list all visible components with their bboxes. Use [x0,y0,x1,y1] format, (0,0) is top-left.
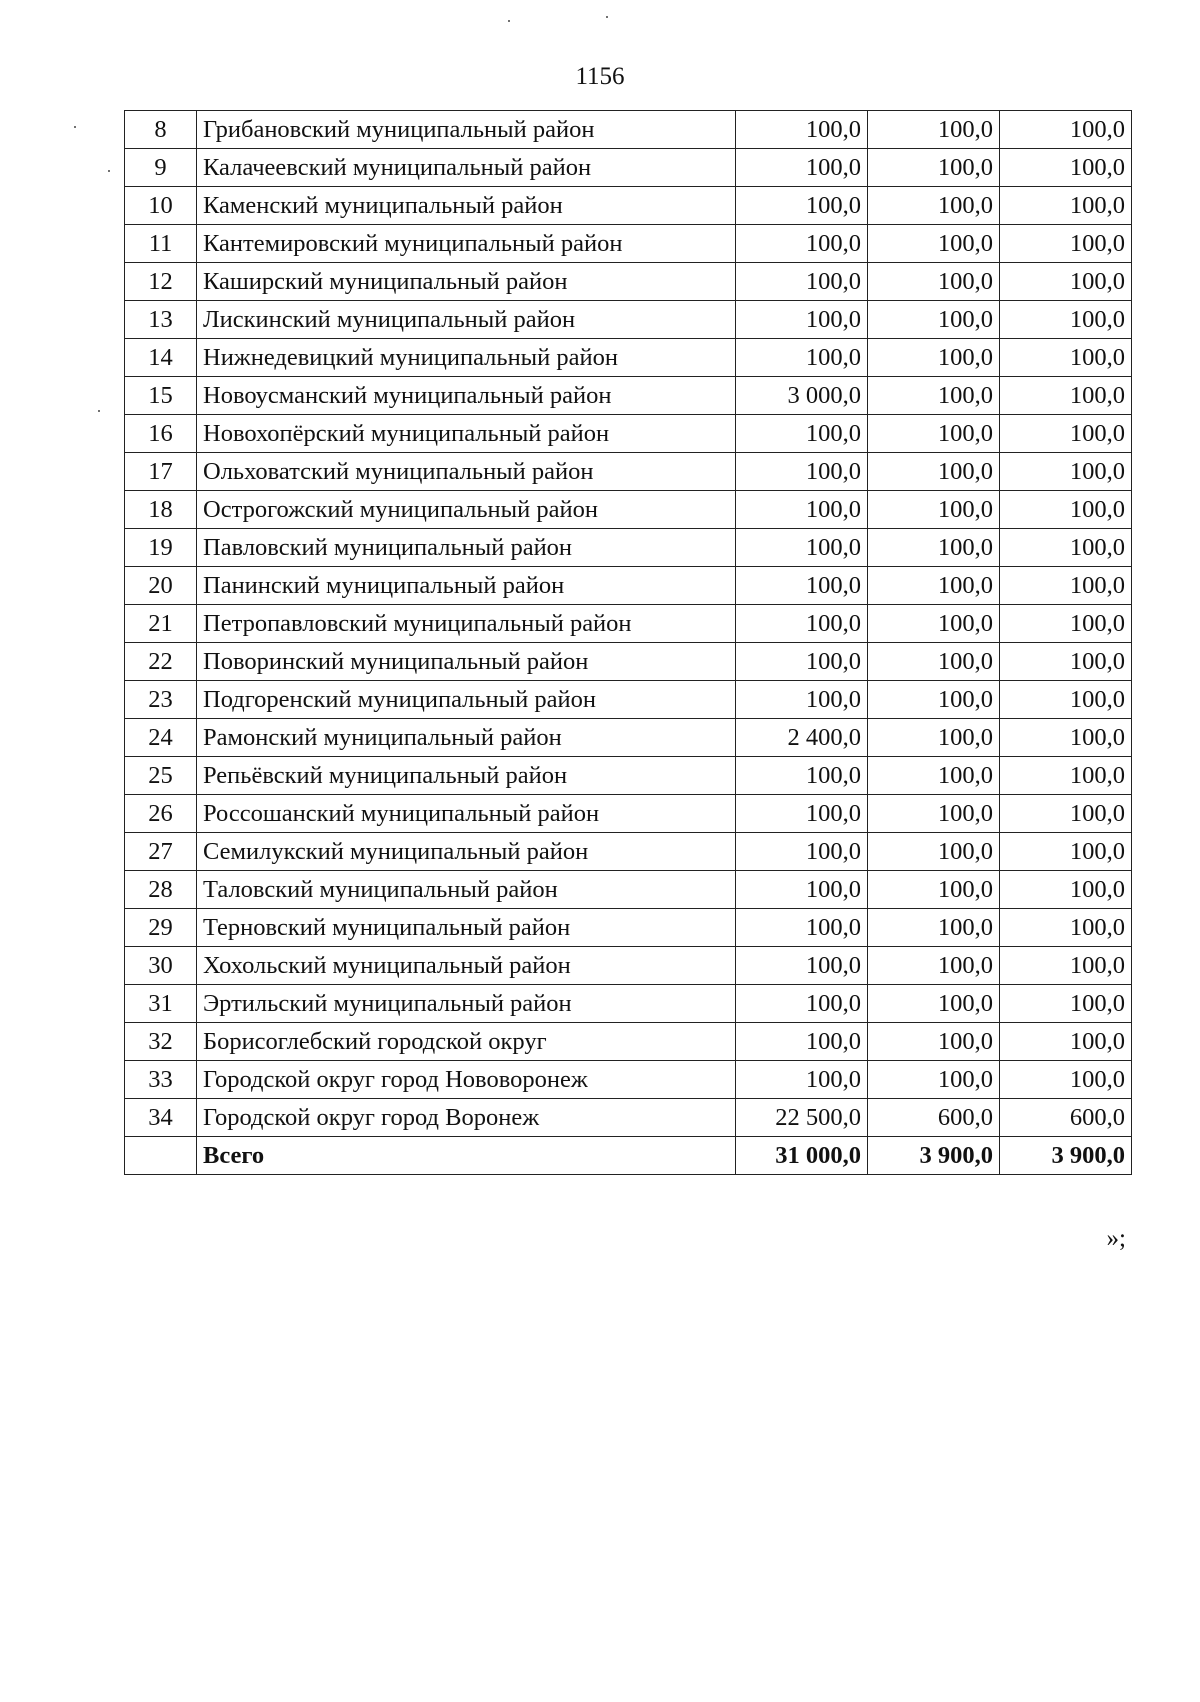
value-col-2-cell: 100,0 [868,453,1000,491]
allocation-table [124,110,1132,1175]
table-row [125,187,1132,225]
value-col-3-cell: 100,0 [1000,149,1132,187]
table-row [125,947,1132,985]
value-col-1-cell: 100,0 [736,833,868,871]
table-row [125,529,1132,567]
scan-speck [606,16,608,18]
table-row [125,833,1132,871]
value-col-3-cell: 100,0 [1000,1023,1132,1061]
table-body [125,111,1132,1175]
value-col-3-cell: 100,0 [1000,681,1132,719]
value-col-3-cell: 100,0 [1000,339,1132,377]
table-row [125,757,1132,795]
table-row [125,1061,1132,1099]
municipality-name-cell: Ольховатский муниципальный район [197,453,736,491]
row-number-cell: 15 [125,377,197,415]
value-col-1-cell: 2 400,0 [736,719,868,757]
value-col-1-cell: 100,0 [736,415,868,453]
value-col-3-cell: 100,0 [1000,643,1132,681]
value-col-1-cell: 100,0 [736,529,868,567]
value-col-2-cell: 100,0 [868,643,1000,681]
value-col-2-cell: 100,0 [868,149,1000,187]
scan-speck [108,170,110,172]
value-col-1-cell: 100,0 [736,339,868,377]
value-col-1-cell: 100,0 [736,263,868,301]
municipality-name-cell: Нижнедевицкий муниципальный район [197,339,736,377]
municipality-name-cell: Грибановский муниципальный район [197,111,736,149]
municipality-name-cell: Калачеевский муниципальный район [197,149,736,187]
table-row [125,225,1132,263]
row-number-cell: 29 [125,909,197,947]
row-number-cell: 32 [125,1023,197,1061]
closing-quote: »; [1106,1225,1126,1252]
municipality-name-cell: Новоусманский муниципальный район [197,377,736,415]
value-col-3-cell: 100,0 [1000,225,1132,263]
value-col-2-cell: 100,0 [868,909,1000,947]
value-col-1-cell: 100,0 [736,795,868,833]
scan-speck [508,20,510,22]
value-col-1-cell: 100,0 [736,985,868,1023]
row-number-cell: 8 [125,111,197,149]
value-col-3-cell: 100,0 [1000,909,1132,947]
value-col-1-cell: 3 000,0 [736,377,868,415]
table-row [125,453,1132,491]
value-col-1-cell: 100,0 [736,681,868,719]
value-col-3-cell: 100,0 [1000,947,1132,985]
value-col-1-cell: 100,0 [736,1023,868,1061]
municipality-name-cell: Лискинский муниципальный район [197,301,736,339]
row-number-cell: 33 [125,1061,197,1099]
value-col-1-cell: 100,0 [736,491,868,529]
row-number-cell: 19 [125,529,197,567]
value-col-2-cell: 100,0 [868,225,1000,263]
municipality-name-cell: Россошанский муниципальный район [197,795,736,833]
table-row [125,719,1132,757]
municipality-name-cell: Петропавловский муниципальный район [197,605,736,643]
value-col-2-cell: 100,0 [868,339,1000,377]
row-number-cell: 16 [125,415,197,453]
value-col-3-cell: 100,0 [1000,415,1132,453]
row-number-cell: 22 [125,643,197,681]
table-row [125,415,1132,453]
row-number-cell: 26 [125,795,197,833]
value-col-2-cell: 100,0 [868,301,1000,339]
table-row [125,301,1132,339]
municipality-name-cell: Каширский муниципальный район [197,263,736,301]
table-row [125,681,1132,719]
municipality-name-cell: Таловский муниципальный район [197,871,736,909]
value-col-3-cell: 100,0 [1000,833,1132,871]
value-col-2-cell: 600,0 [868,1099,1000,1137]
value-col-3-cell: 100,0 [1000,871,1132,909]
row-number-cell: 25 [125,757,197,795]
value-col-1-cell: 100,0 [736,149,868,187]
scan-speck [98,410,100,412]
value-col-3-cell: 100,0 [1000,111,1132,149]
row-number-cell: 21 [125,605,197,643]
row-number-cell: 28 [125,871,197,909]
table-row [125,377,1132,415]
row-number-cell: 9 [125,149,197,187]
row-number-cell: 14 [125,339,197,377]
value-col-1-cell: 100,0 [736,871,868,909]
value-col-3-cell: 100,0 [1000,529,1132,567]
municipality-name-cell: Острогожский муниципальный район [197,491,736,529]
value-col-3-cell: 3 900,0 [1000,1137,1132,1175]
row-number-cell: 18 [125,491,197,529]
row-number-cell: 31 [125,985,197,1023]
municipality-name-cell: Рамонский муниципальный район [197,719,736,757]
table-row [125,643,1132,681]
value-col-3-cell: 100,0 [1000,605,1132,643]
value-col-2-cell: 100,0 [868,111,1000,149]
table-row [125,111,1132,149]
row-number-cell: 24 [125,719,197,757]
value-col-1-cell: 100,0 [736,1061,868,1099]
value-col-3-cell: 600,0 [1000,1099,1132,1137]
row-number-cell: 34 [125,1099,197,1137]
value-col-3-cell: 100,0 [1000,985,1132,1023]
value-col-2-cell: 100,0 [868,377,1000,415]
total-row [125,1137,1132,1175]
value-col-1-cell: 100,0 [736,111,868,149]
table-row [125,871,1132,909]
table-row [125,1099,1132,1137]
row-number-cell [125,1137,197,1175]
municipality-name-cell: Каменский муниципальный район [197,187,736,225]
table-row [125,795,1132,833]
row-number-cell: 23 [125,681,197,719]
value-col-2-cell: 100,0 [868,871,1000,909]
row-number-cell: 17 [125,453,197,491]
value-col-3-cell: 100,0 [1000,491,1132,529]
value-col-1-cell: 100,0 [736,225,868,263]
value-col-1-cell: 100,0 [736,947,868,985]
value-col-1-cell: 100,0 [736,301,868,339]
municipality-name-cell: Новохопёрский муниципальный район [197,415,736,453]
value-col-2-cell: 100,0 [868,491,1000,529]
value-col-2-cell: 100,0 [868,947,1000,985]
value-col-2-cell: 100,0 [868,1061,1000,1099]
municipality-name-cell: Городской округ город Нововоронеж [197,1061,736,1099]
value-col-2-cell: 100,0 [868,1023,1000,1061]
value-col-1-cell: 31 000,0 [736,1137,868,1175]
value-col-1-cell: 100,0 [736,605,868,643]
value-col-2-cell: 100,0 [868,529,1000,567]
value-col-2-cell: 100,0 [868,415,1000,453]
municipality-name-cell: Подгоренский муниципальный район [197,681,736,719]
municipality-name-cell: Терновский муниципальный район [197,909,736,947]
municipality-name-cell: Хохольский муниципальный район [197,947,736,985]
value-col-2-cell: 100,0 [868,985,1000,1023]
municipality-name-cell: Семилукский муниципальный район [197,833,736,871]
municipality-name-cell: Городской округ город Воронеж [197,1099,736,1137]
municipality-name-cell: Панинский муниципальный район [197,567,736,605]
value-col-1-cell: 100,0 [736,567,868,605]
value-col-1-cell: 100,0 [736,187,868,225]
table-row [125,909,1132,947]
value-col-2-cell: 100,0 [868,605,1000,643]
value-col-3-cell: 100,0 [1000,757,1132,795]
table-row [125,605,1132,643]
value-col-2-cell: 100,0 [868,681,1000,719]
value-col-3-cell: 100,0 [1000,567,1132,605]
value-col-1-cell: 100,0 [736,643,868,681]
municipality-name-cell: Борисоглебский городской округ [197,1023,736,1061]
table-row [125,567,1132,605]
table-row [125,149,1132,187]
scan-speck [74,126,76,128]
value-col-3-cell: 100,0 [1000,795,1132,833]
value-col-2-cell: 100,0 [868,795,1000,833]
value-col-3-cell: 100,0 [1000,1061,1132,1099]
page-number: 1156 [575,63,625,90]
value-col-1-cell: 100,0 [736,909,868,947]
row-number-cell: 12 [125,263,197,301]
municipality-name-cell: Павловский муниципальный район [197,529,736,567]
value-col-2-cell: 100,0 [868,263,1000,301]
table-row [125,1023,1132,1061]
value-col-2-cell: 100,0 [868,567,1000,605]
value-col-3-cell: 100,0 [1000,301,1132,339]
value-col-1-cell: 100,0 [736,757,868,795]
value-col-3-cell: 100,0 [1000,377,1132,415]
value-col-3-cell: 100,0 [1000,453,1132,491]
value-col-2-cell: 3 900,0 [868,1137,1000,1175]
value-col-1-cell: 22 500,0 [736,1099,868,1137]
table-row [125,491,1132,529]
value-col-3-cell: 100,0 [1000,719,1132,757]
row-number-cell: 10 [125,187,197,225]
row-number-cell: 11 [125,225,197,263]
value-col-1-cell: 100,0 [736,453,868,491]
row-number-cell: 13 [125,301,197,339]
value-col-2-cell: 100,0 [868,833,1000,871]
value-col-2-cell: 100,0 [868,757,1000,795]
value-col-3-cell: 100,0 [1000,187,1132,225]
value-col-2-cell: 100,0 [868,719,1000,757]
municipality-name-cell: Репьёвский муниципальный район [197,757,736,795]
row-number-cell: 30 [125,947,197,985]
municipality-name-cell: Поворинский муниципальный район [197,643,736,681]
municipality-name-cell: Всего [197,1137,736,1175]
municipality-name-cell: Кантемировский муниципальный район [197,225,736,263]
row-number-cell: 20 [125,567,197,605]
value-col-3-cell: 100,0 [1000,263,1132,301]
municipality-name-cell: Эртильский муниципальный район [197,985,736,1023]
table-row [125,263,1132,301]
value-col-2-cell: 100,0 [868,187,1000,225]
row-number-cell: 27 [125,833,197,871]
table-row [125,985,1132,1023]
table-row [125,339,1132,377]
